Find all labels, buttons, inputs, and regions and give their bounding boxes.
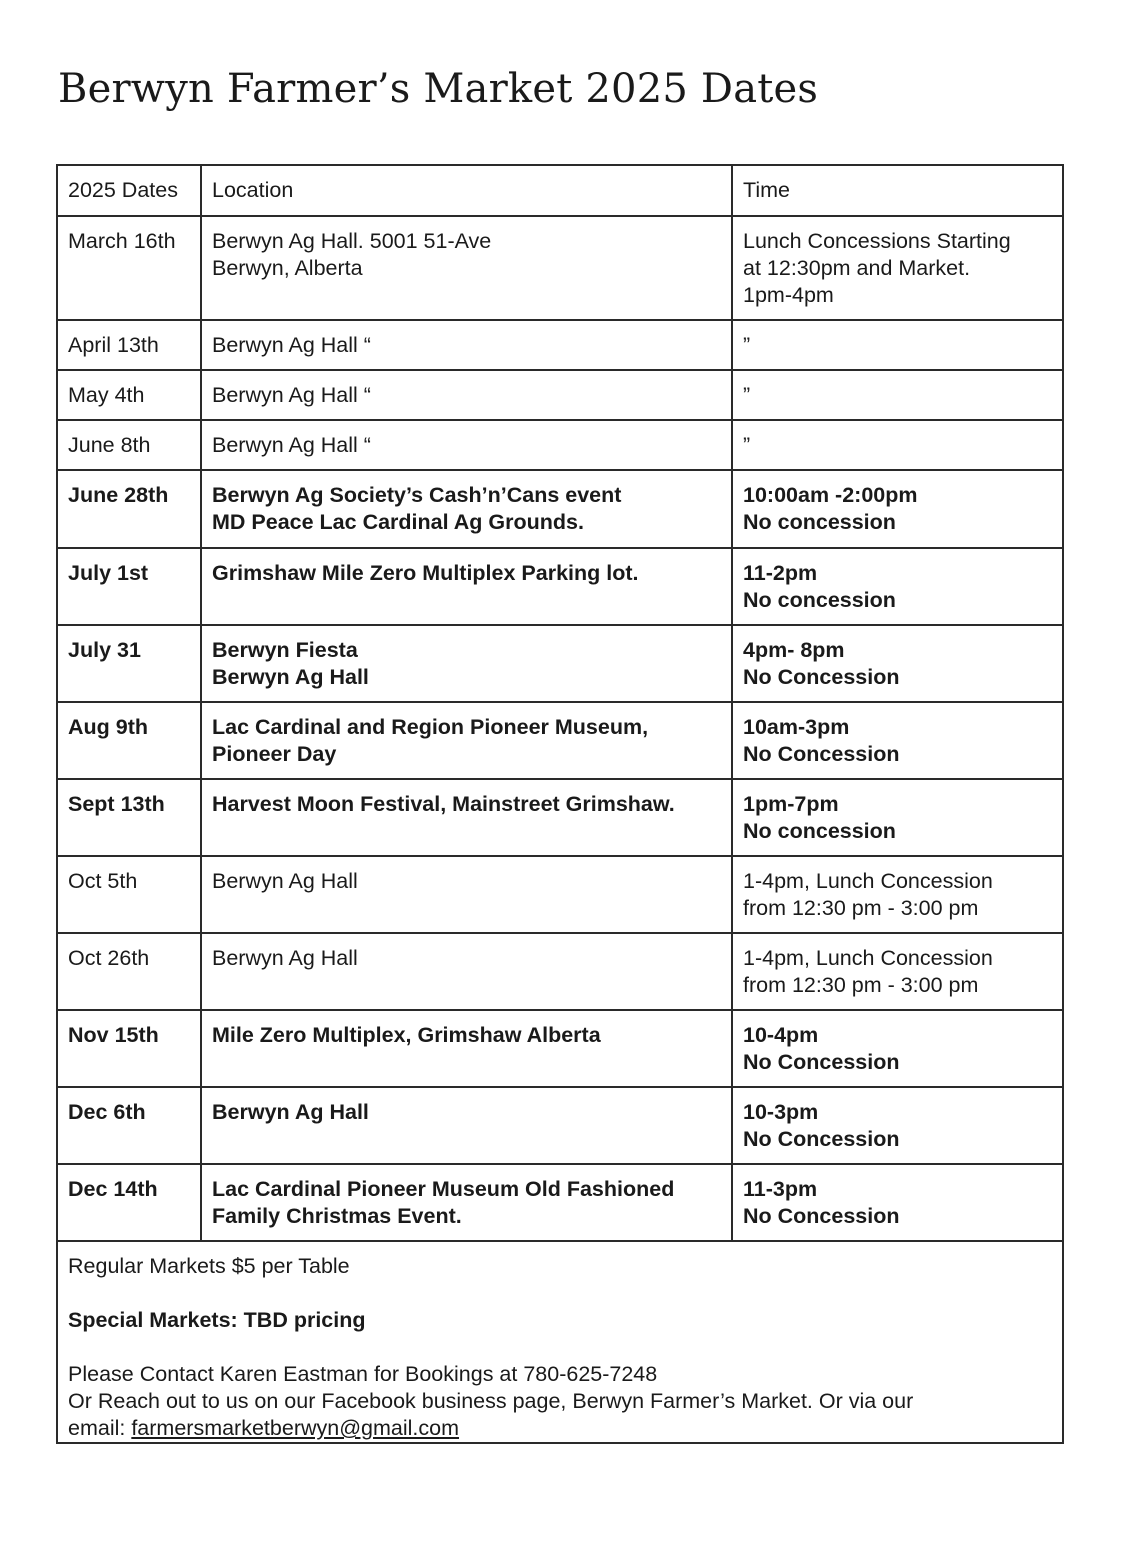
row-time: [732, 1010, 1063, 1087]
row-location: [201, 370, 732, 420]
time-line: No concession: [743, 510, 896, 534]
row-date: May 4th: [57, 370, 201, 420]
table-row: [57, 320, 1063, 370]
row-time: [732, 856, 1063, 933]
contact-note: [68, 1361, 1052, 1442]
row-location: [201, 420, 732, 470]
time-line: Lunch Concessions Starting: [743, 229, 1011, 253]
location-line: Berwyn Ag Hall. 5001 51-Ave: [212, 229, 492, 253]
row-time: [732, 702, 1063, 779]
row-location: [201, 702, 732, 779]
row-date: July 1st: [57, 548, 201, 625]
special-pricing-note: Special Markets: TBD pricing: [68, 1308, 366, 1332]
table-row: [57, 548, 1063, 625]
email-link[interactable]: farmersmarketberwyn@gmail.com: [131, 1416, 460, 1440]
row-time: [732, 216, 1063, 320]
row-date: Dec 14th: [57, 1164, 201, 1241]
location-line: Family Christmas Event.: [212, 1204, 462, 1228]
location-line: Lac Cardinal Pioneer Museum Old Fashioned: [212, 1177, 675, 1201]
location-line: Berwyn, Alberta: [212, 256, 363, 280]
table-header-row: [57, 165, 1063, 216]
header-time: Time: [732, 165, 1063, 216]
table-row: [57, 933, 1063, 1010]
row-location: [201, 625, 732, 702]
time-line: ”: [743, 333, 751, 357]
row-location: [201, 320, 732, 370]
time-line: 1-4pm, Lunch Concession: [743, 869, 993, 893]
location-line: Berwyn Ag Hall “: [212, 333, 371, 357]
contact-line-3: [68, 1415, 1052, 1442]
row-location: [201, 1010, 732, 1087]
time-line: from 12:30 pm - 3:00 pm: [743, 896, 979, 920]
time-line: No Concession: [743, 1127, 900, 1151]
table-row: [57, 1164, 1063, 1241]
row-location: [201, 779, 732, 856]
row-date: March 16th: [57, 216, 201, 320]
row-date: Oct 5th: [57, 856, 201, 933]
location-line: Berwyn Ag Hall “: [212, 433, 371, 457]
time-line: 10am-3pm: [743, 715, 850, 739]
location-line: Grimshaw Mile Zero Multiplex Parking lot.: [212, 561, 639, 585]
market-dates-table: [56, 164, 1064, 1444]
row-date: June 8th: [57, 420, 201, 470]
row-time: [732, 320, 1063, 370]
table-row: [57, 1010, 1063, 1087]
location-line: Pioneer Day: [212, 742, 337, 766]
row-location: [201, 548, 732, 625]
table-row: [57, 470, 1063, 548]
location-line: Harvest Moon Festival, Mainstreet Grimshaw.: [212, 792, 675, 816]
location-line: Berwyn Ag Hall “: [212, 383, 371, 407]
table-row: [57, 1087, 1063, 1164]
location-line: MD Peace Lac Cardinal Ag Grounds.: [212, 510, 584, 534]
time-line: 11-3pm: [743, 1177, 818, 1201]
row-time: [732, 548, 1063, 625]
time-line: 1-4pm, Lunch Concession: [743, 946, 993, 970]
contact-line-2: Or Reach out to us on our Facebook business page, Berwyn Farmer’s Market. Or via our: [68, 1389, 914, 1413]
row-time: [732, 420, 1063, 470]
time-line: 10-4pm: [743, 1023, 819, 1047]
time-line: 10-3pm: [743, 1100, 819, 1124]
time-line: ”: [743, 433, 751, 457]
row-location: [201, 216, 732, 320]
table-row: [57, 216, 1063, 320]
location-line: Berwyn Ag Society’s Cash’n’Cans event: [212, 483, 622, 507]
table-row: [57, 702, 1063, 779]
time-line: No concession: [743, 588, 896, 612]
header-location: Location: [201, 165, 732, 216]
time-line: 11-2pm: [743, 561, 818, 585]
time-line: 4pm- 8pm: [743, 638, 845, 662]
row-date: Oct 26th: [57, 933, 201, 1010]
table-row: [57, 779, 1063, 856]
table-row: [57, 420, 1063, 470]
row-time: [732, 625, 1063, 702]
location-line: Berwyn Ag Hall: [212, 869, 358, 893]
time-line: No Concession: [743, 665, 900, 689]
time-line: 1pm-7pm: [743, 792, 839, 816]
time-line: ”: [743, 383, 751, 407]
contact-line-1: Please Contact Karen Eastman for Bookings at 780-625-7248: [68, 1362, 658, 1386]
table-row: [57, 370, 1063, 420]
table-row: [57, 625, 1063, 702]
row-date: June 28th: [57, 470, 201, 548]
notes-row: [57, 1241, 1063, 1443]
time-line: No Concession: [743, 1204, 900, 1228]
regular-pricing-note: Regular Markets $5 per Table: [68, 1254, 350, 1278]
row-location: [201, 1087, 732, 1164]
time-line: at 12:30pm and Market.: [743, 256, 971, 280]
location-line: Mile Zero Multiplex, Grimshaw Alberta: [212, 1023, 601, 1047]
email-prefix: email:: [68, 1416, 132, 1440]
row-date: April 13th: [57, 320, 201, 370]
time-line: 10:00am -2:00pm: [743, 483, 918, 507]
location-line: Berwyn Ag Hall: [212, 665, 369, 689]
location-line: Berwyn Fiesta: [212, 638, 358, 662]
row-time: [732, 933, 1063, 1010]
row-date: Aug 9th: [57, 702, 201, 779]
table-row: [57, 856, 1063, 933]
location-line: Berwyn Ag Hall: [212, 1100, 369, 1124]
document-title: Berwyn Farmer’s Market 2025 Dates: [58, 66, 819, 112]
time-line: No Concession: [743, 1050, 900, 1074]
location-line: Berwyn Ag Hall: [212, 946, 358, 970]
row-time: [732, 370, 1063, 420]
notes-cell: [57, 1241, 1063, 1443]
location-line: Lac Cardinal and Region Pioneer Museum,: [212, 715, 649, 739]
row-date: Dec 6th: [57, 1087, 201, 1164]
row-date: Sept 13th: [57, 779, 201, 856]
time-line: No Concession: [743, 742, 900, 766]
row-location: [201, 470, 732, 548]
time-line: No concession: [743, 819, 896, 843]
header-dates: 2025 Dates: [57, 165, 201, 216]
row-time: [732, 470, 1063, 548]
row-location: [201, 933, 732, 1010]
row-date: July 31: [57, 625, 201, 702]
row-location: [201, 1164, 732, 1241]
row-time: [732, 1087, 1063, 1164]
row-location: [201, 856, 732, 933]
row-time: [732, 1164, 1063, 1241]
row-date: Nov 15th: [57, 1010, 201, 1087]
time-line: from 12:30 pm - 3:00 pm: [743, 973, 979, 997]
row-time: [732, 779, 1063, 856]
time-line: 1pm-4pm: [743, 283, 834, 307]
